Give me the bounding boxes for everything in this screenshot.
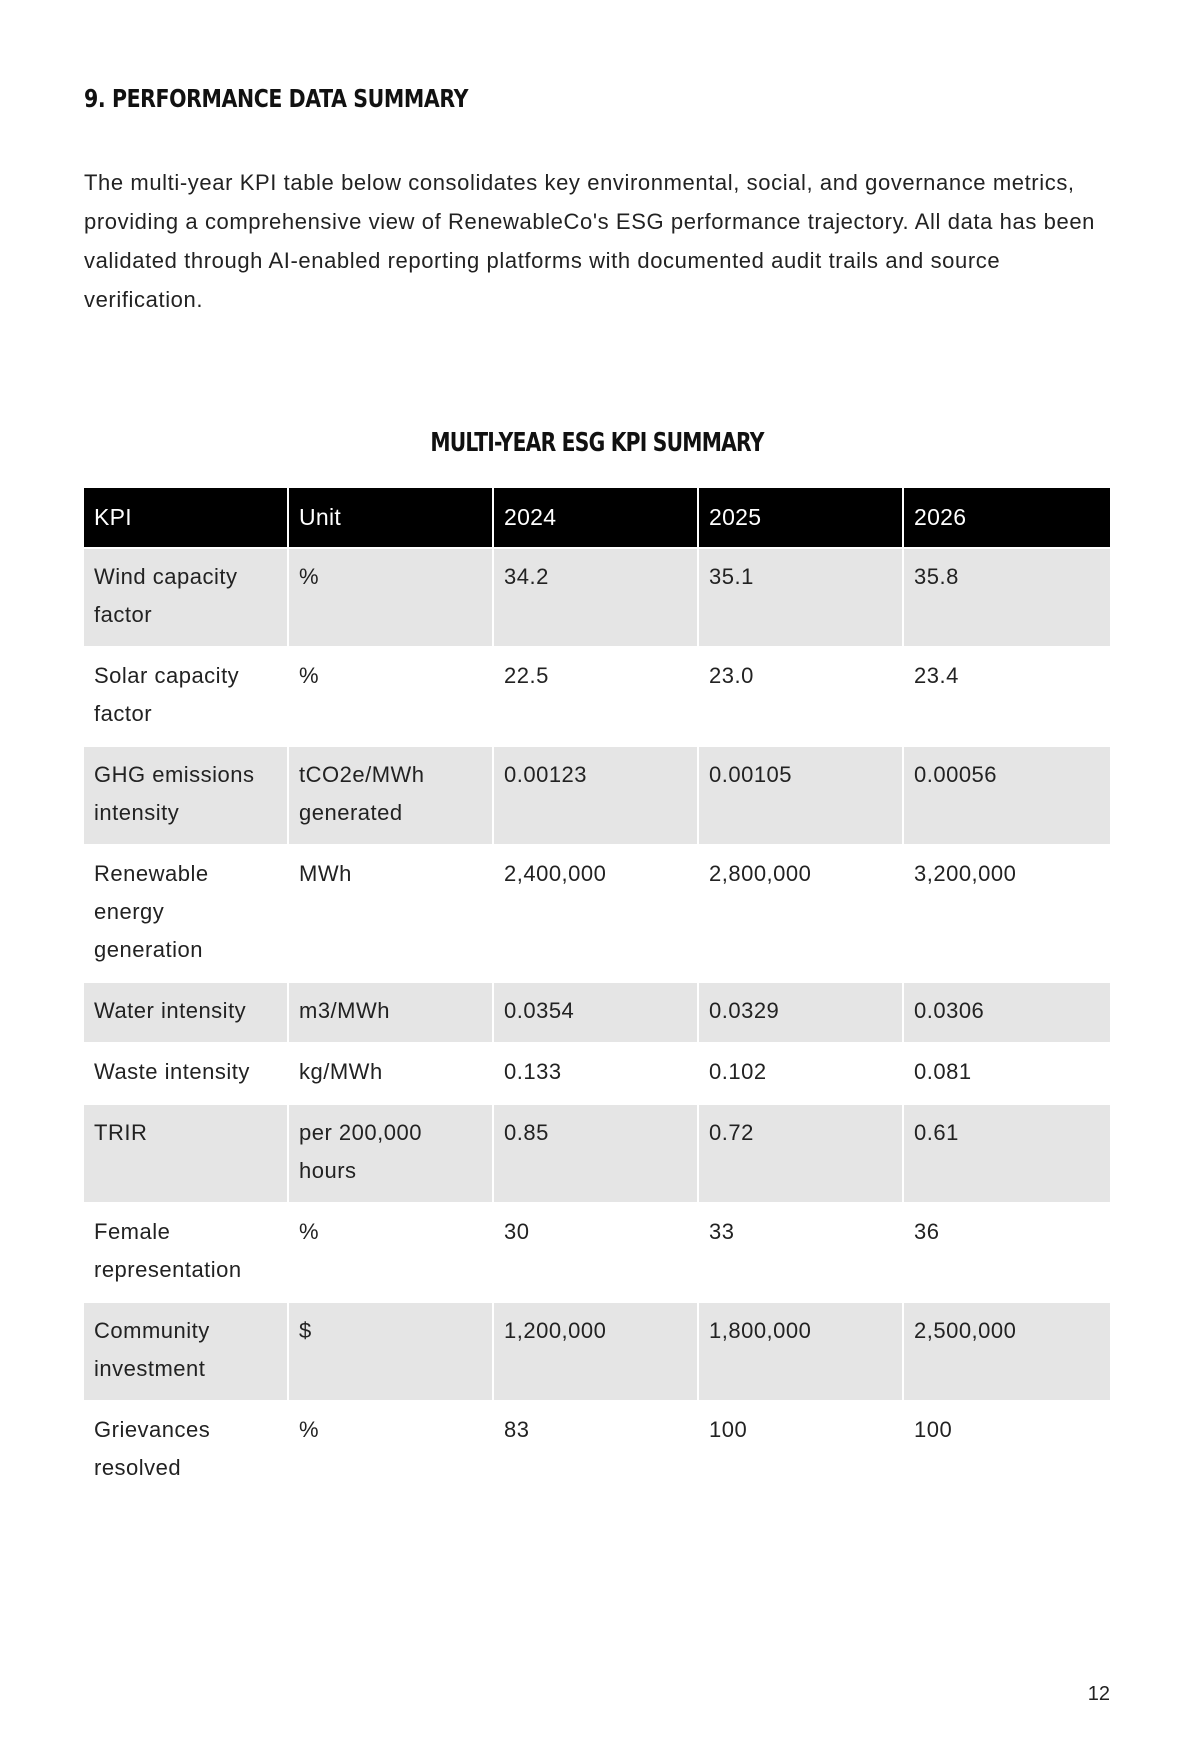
cell-unit: m3/MWh: [288, 982, 493, 1043]
page-number: 12: [1087, 1683, 1110, 1705]
cell-kpi: Renewable energy generation: [84, 845, 288, 982]
cell-2024: 30: [493, 1203, 698, 1302]
cell-2024: 0.00123: [493, 746, 698, 845]
cell-kpi: Water intensity: [84, 982, 288, 1043]
table-row: [84, 1203, 1110, 1302]
header-unit: Unit: [288, 488, 493, 548]
cell-unit: %: [288, 1203, 493, 1302]
table-row: [84, 1401, 1110, 1499]
header-2024: 2024: [493, 488, 698, 548]
cell-2026: 35.8: [903, 548, 1110, 647]
cell-2025: 0.00105: [698, 746, 903, 845]
cell-2026: 2,500,000: [903, 1302, 1110, 1401]
cell-2024: 0.85: [493, 1104, 698, 1203]
table-title: MULTI-YEAR ESG KPI SUMMARY: [430, 428, 764, 458]
table-row: [84, 982, 1110, 1043]
cell-kpi: Community investment: [84, 1302, 288, 1401]
cell-kpi: GHG emissions intensity: [84, 746, 288, 845]
cell-2025: 0.102: [698, 1043, 903, 1104]
cell-2025: 0.72: [698, 1104, 903, 1203]
cell-2024: 0.0354: [493, 982, 698, 1043]
table-row: [84, 1043, 1110, 1104]
intro-paragraph: The multi-year KPI table below consolidates key environmental, social, and governance metrics, providing a comprehensive view of RenewableCo's ESG performance trajectory. All data has been validated through AI-enabled reporting platforms with documented audit trails and source verification.: [84, 170, 1095, 312]
cell-2026: 0.61: [903, 1104, 1110, 1203]
cell-unit: per 200,000 hours: [288, 1104, 493, 1203]
cell-2026: 36: [903, 1203, 1110, 1302]
cell-unit: MWh: [288, 845, 493, 982]
header-2025: 2025: [698, 488, 903, 548]
table-row: [84, 548, 1110, 647]
cell-2026: 100: [903, 1401, 1110, 1499]
kpi-table: [84, 488, 1110, 1499]
cell-2026: 0.081: [903, 1043, 1110, 1104]
cell-kpi: Wind capacity factor: [84, 548, 288, 647]
cell-kpi: TRIR: [84, 1104, 288, 1203]
table-row: [84, 1302, 1110, 1401]
cell-2024: 22.5: [493, 647, 698, 746]
cell-unit: %: [288, 548, 493, 647]
table-row: [84, 845, 1110, 982]
cell-2026: 23.4: [903, 647, 1110, 746]
header-kpi: KPI: [84, 488, 288, 548]
cell-kpi: Solar capacity factor: [84, 647, 288, 746]
cell-2024: 2,400,000: [493, 845, 698, 982]
cell-2024: 0.133: [493, 1043, 698, 1104]
cell-2026: 0.00056: [903, 746, 1110, 845]
cell-unit: $: [288, 1302, 493, 1401]
cell-2025: 33: [698, 1203, 903, 1302]
cell-2025: 35.1: [698, 548, 903, 647]
cell-2025: 1,800,000: [698, 1302, 903, 1401]
cell-kpi: Female representation: [84, 1203, 288, 1302]
table-header-row: [84, 488, 1110, 548]
cell-2026: 3,200,000: [903, 845, 1110, 982]
cell-kpi: Grievances resolved: [84, 1401, 288, 1499]
cell-unit: tCO2e/MWh generated: [288, 746, 493, 845]
cell-2025: 2,800,000: [698, 845, 903, 982]
cell-unit: kg/MWh: [288, 1043, 493, 1104]
cell-2024: 83: [493, 1401, 698, 1499]
table-row: [84, 647, 1110, 746]
cell-2026: 0.0306: [903, 982, 1110, 1043]
section-title: 9. PERFORMANCE DATA SUMMARY: [84, 84, 469, 113]
cell-2025: 23.0: [698, 647, 903, 746]
cell-2025: 0.0329: [698, 982, 903, 1043]
cell-2024: 1,200,000: [493, 1302, 698, 1401]
table-row: [84, 746, 1110, 845]
header-2026: 2026: [903, 488, 1110, 548]
cell-2025: 100: [698, 1401, 903, 1499]
table-row: [84, 1104, 1110, 1203]
cell-kpi: Waste intensity: [84, 1043, 288, 1104]
cell-2024: 34.2: [493, 548, 698, 647]
cell-unit: %: [288, 1401, 493, 1499]
cell-unit: %: [288, 647, 493, 746]
